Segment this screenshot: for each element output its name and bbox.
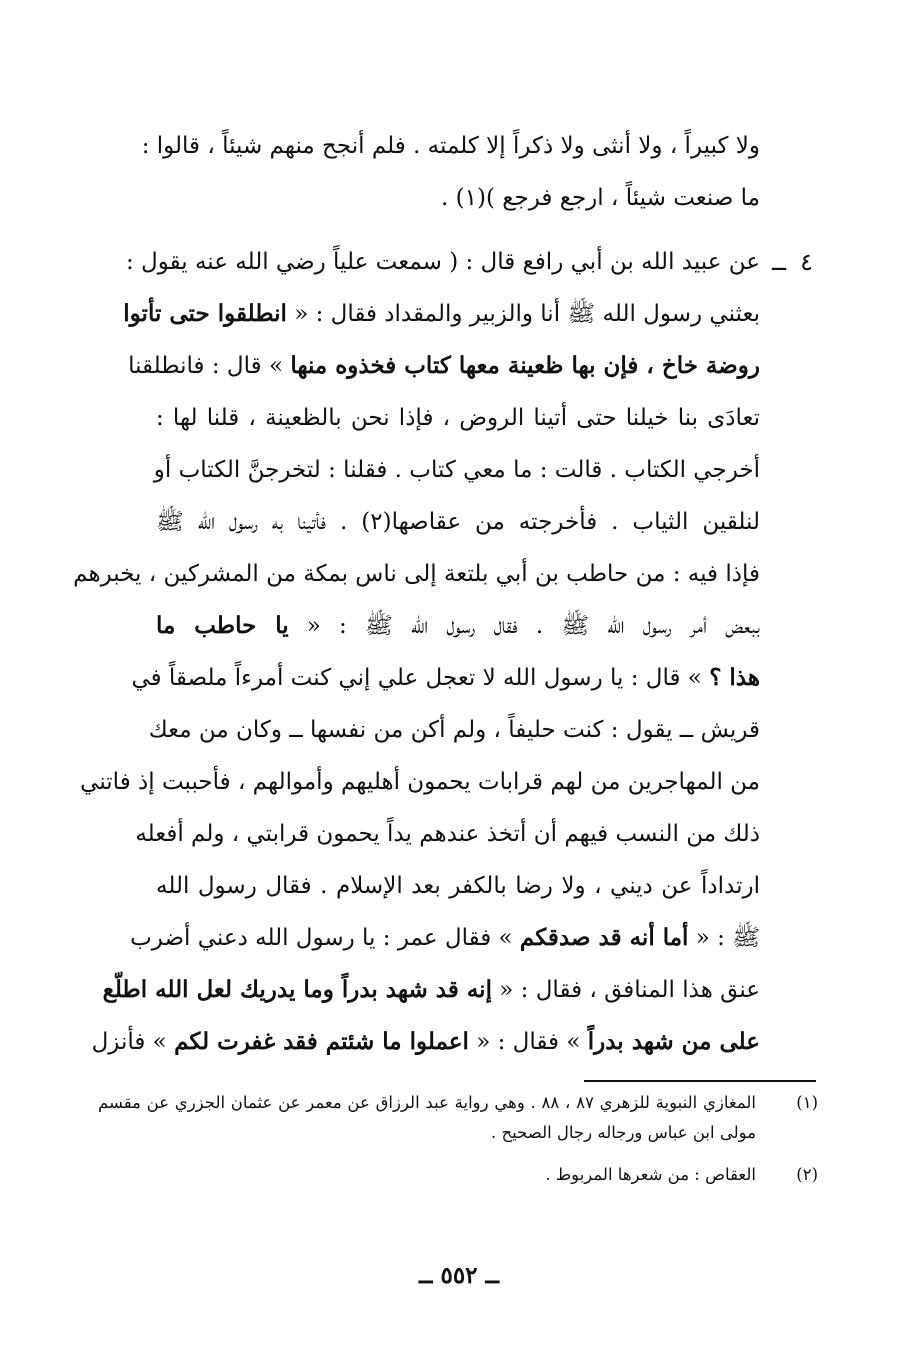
text-line [131,652,760,704]
text-line [128,340,760,392]
text-line [73,548,760,600]
text-line [123,288,760,340]
bold-quote: انطلقوا حتى تأتوا [123,300,287,327]
bold-quote: على من شهد بدراً [587,1028,760,1055]
text-line [141,120,760,172]
bold-quote: اعملوا ما شئتم فقد غفرت لكم [174,1028,469,1055]
text-run: ببعض أمر رسول الله ﷺ . فقال رسول الله ﷺ : « [288,613,760,639]
text-run: بعثني رسول الله ﷺ أنا والزبير والمقداد فقال : « [286,301,760,327]
text-run: تعادَى بنا خيلنا حتى أتينا الروض ، فإذا نحن بالظعينة ، قلنا لها : [156,405,760,431]
bold-quote: إنه قد شهد بدراً وما يدريك لعل الله اطلّع [102,976,492,1003]
text-line [80,756,760,808]
intro-paragraph [141,120,760,224]
text-line [125,236,760,288]
text-line [156,172,760,224]
text-run: » فأنزل [91,1029,175,1055]
text-run: » قال : فانطلقنا [128,353,291,379]
footnote-text: المغازي النبوية للزهري ٨٧ ، ٨٨ . وهي رواية عبد الرزاق عن معمر عن عثمان الجزري عن مقسم مولى ابن عباس ورجاله رجال الصحيح . [98,1093,756,1142]
text-run: » فقال عمر : يا رسول الله دعني أضرب [130,925,520,951]
footnote-1 [98,1088,818,1148]
page-number: ــ ٥٥٢ ــ [418,1262,500,1289]
text-run: من المهاجرين من لهم قرابات يحمون أهليهم وأموالهم ، فأحببت إذ فاتني [80,769,760,795]
text-run: » فقال : « [468,1029,588,1055]
text-line [130,912,760,964]
text-run: أخرجي الكتاب . قالت : ما معي كتاب . فقلنا : لتخرجنَّ الكتاب أو [153,457,760,483]
text-line [135,808,760,860]
bold-quote: روضة خاخ ، فإن بها ظعينة معها كتاب فخذوه منها [290,352,760,379]
hadith-number: ٤ [800,248,813,276]
text-run: قريش ــ يقول : كنت حليفاً ، ولم أكن من نفسها ــ وكان من معك [148,717,760,743]
bold-quote: هذا ؟ [709,664,760,691]
footnote-2 [98,1160,818,1190]
text-line [156,496,760,548]
text-run: لنلقين الثياب . فأخرجته من عقاصها(٢) . فأتينا به رسول الله ﷺ [156,509,760,535]
text-run: » قال : يا رسول الله لا تعجل علي إني كنت أمرءاً ملصقاً في [131,665,710,691]
text-run: ولا كبيراً ، ولا أنثى ولا ذكراً إلا كلمته . فلم أنجح منهم شيئاً ، قالوا : [141,133,760,159]
footnote-number: (١) [796,1093,818,1112]
text-run: ذلك من النسب فيهم أن أتخذ عندهم يداً يحمون قرابتي ، ولم أفعله [135,821,760,847]
text-run: ما صنعت شيئاً ، ارجع فرجع )(١) . [441,185,760,211]
text-line [156,860,760,912]
hadith-paragraph [73,236,760,1068]
text-run: ارتداداً عن ديني ، ولا رضا بالكفر بعد الإسلام . فقال رسول الله [156,873,760,899]
text-line [102,964,760,1016]
text-run: ﷺ : « [688,925,760,951]
text-run: فإذا فيه : من حاطب بن أبي بلتعة إلى ناس بمكة من المشركين ، يخبرهم [73,561,760,587]
text-line [156,600,760,652]
footnote-text: العقاص : من شعرها المربوط . [545,1165,756,1184]
text-run: عنق هذا المنافق ، فقال : « [491,977,760,1003]
text-run: عن عبيد الله بن أبي رافع قال : ( سمعت علياً رضي الله عنه يقول : [125,249,760,275]
bold-quote: أما أنه قد صدقكم [519,924,689,951]
text-line [153,444,760,496]
text-line [156,392,760,444]
text-line [148,704,760,756]
footnote-number: (٢) [796,1165,818,1184]
hadith-dash: ــ [771,248,786,276]
bold-quote: يا حاطب ما [156,612,289,639]
footnote-divider [584,1080,816,1082]
text-line [91,1016,760,1068]
